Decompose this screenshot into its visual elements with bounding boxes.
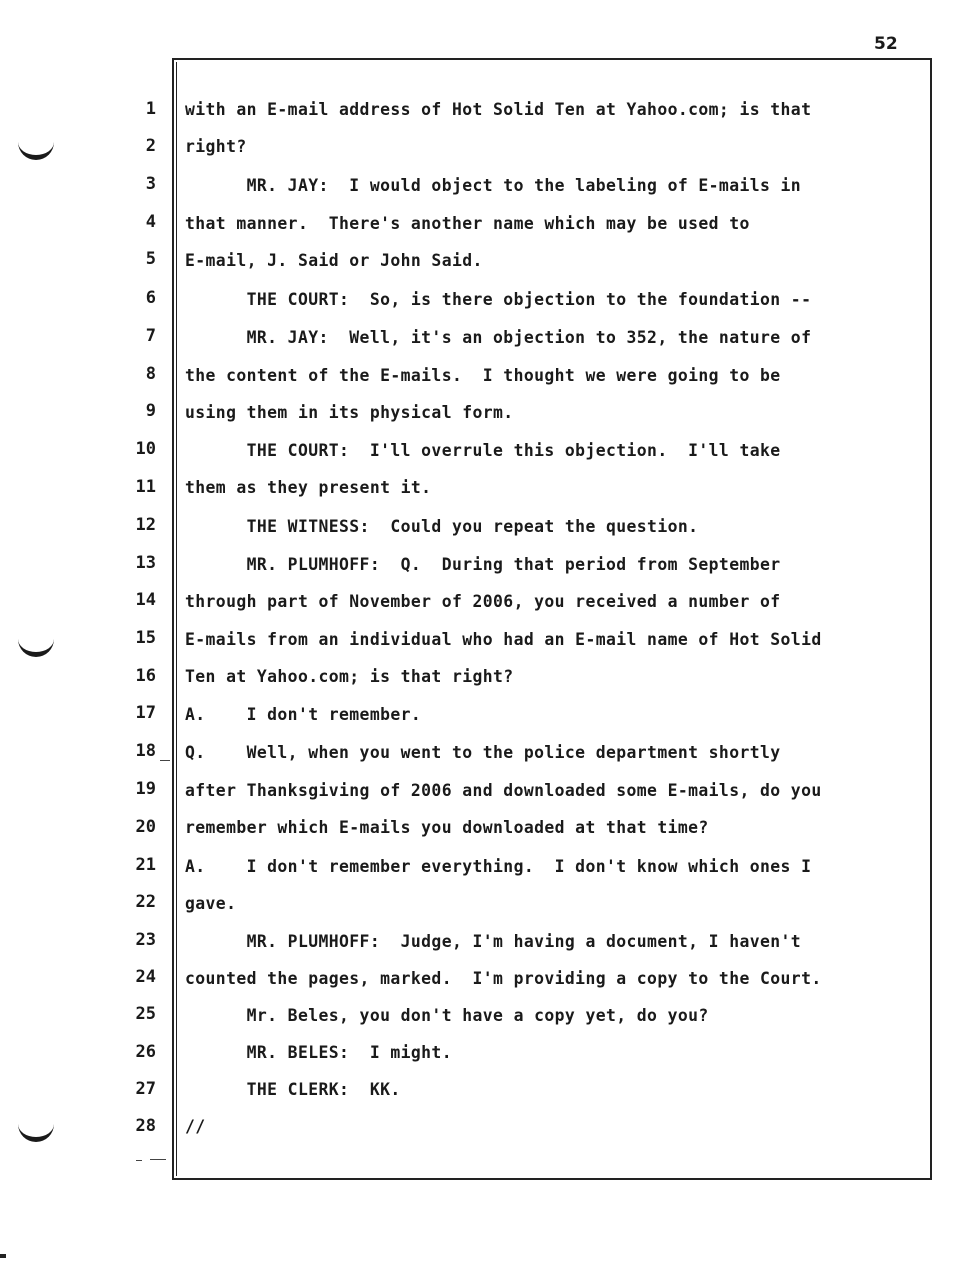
line-number: 16 [135, 666, 156, 686]
transcript-line: after Thanksgiving of 2006 and downloaded some E-mails, do you [185, 781, 822, 800]
transcript-line: // [185, 1117, 206, 1136]
transcript-line: using them in its physical form. [185, 403, 514, 422]
line-number: 21 [135, 855, 156, 875]
line-number: 17 [135, 703, 156, 723]
line-number: 27 [135, 1079, 156, 1099]
transcript-line: counted the pages, marked. I'm providing a copy to the Court. [185, 969, 822, 988]
line-number: 11 [135, 477, 156, 497]
line-number: 19 [135, 779, 156, 799]
line-number: 2 [145, 136, 156, 156]
transcript-line: right? [185, 137, 247, 156]
transcript-line: remember which E-mails you downloaded at that time? [185, 818, 709, 837]
margin-tick-mark [150, 1159, 166, 1160]
line-number: 8 [145, 364, 156, 384]
line-number: 9 [145, 401, 156, 421]
line-number: 18 [135, 741, 156, 761]
transcript-line: A. I don't remember. [185, 705, 422, 724]
line-number: 15 [135, 628, 156, 648]
transcript-line: gave. [185, 894, 237, 913]
transcript-line: THE CLERK: KK. [185, 1080, 401, 1099]
line-number: 22 [135, 892, 156, 912]
corner-mark [0, 1254, 6, 1258]
line-number-margin-rule [176, 62, 177, 1176]
line-number: 14 [135, 590, 156, 610]
line-number: 26 [135, 1042, 156, 1062]
transcript-line: them as they present it. [185, 478, 432, 497]
margin-tick-mark [160, 760, 170, 761]
line-number: 24 [135, 967, 156, 987]
binder-hole-middle [18, 637, 54, 657]
transcript-line: with an E-mail address of Hot Solid Ten at Yahoo.com; is that [185, 100, 812, 119]
line-number: 23 [135, 930, 156, 950]
transcript-line: MR. JAY: Well, it's an objection to 352, the nature of [185, 328, 812, 347]
transcript-line: MR. BELES: I might. [185, 1043, 452, 1062]
transcript-line: MR. PLUMHOFF: Q. During that period from September [185, 555, 781, 574]
margin-tick-mark [136, 1160, 142, 1161]
line-number: 12 [135, 515, 156, 535]
transcript-line: THE COURT: I'll overrule this objection. I'll take [185, 441, 781, 460]
line-number: 7 [145, 326, 156, 346]
transcript-line: MR. PLUMHOFF: Judge, I'm having a document, I haven't [185, 932, 802, 951]
page-number: 52 [874, 34, 898, 54]
line-number: 4 [145, 212, 156, 232]
transcript-line: that manner. There's another name which may be used to [185, 214, 750, 233]
line-number: 6 [145, 288, 156, 308]
transcript-line: E-mail, J. Said or John Said. [185, 251, 483, 270]
line-number: 20 [135, 817, 156, 837]
line-number: 3 [145, 174, 156, 194]
transcript-line: A. I don't remember everything. I don't know which ones I [185, 857, 812, 876]
transcript-line: the content of the E-mails. I thought we were going to be [185, 366, 781, 385]
line-number: 28 [135, 1116, 156, 1136]
transcript-line: Q. Well, when you went to the police department shortly [185, 743, 781, 762]
transcript-line: Mr. Beles, you don't have a copy yet, do you? [185, 1006, 709, 1025]
transcript-line: E-mails from an individual who had an E-mail name of Hot Solid [185, 630, 822, 649]
binder-hole-bottom [18, 1122, 54, 1142]
transcript-line: MR. JAY: I would object to the labeling of E-mails in [185, 176, 802, 195]
transcript-line: through part of November of 2006, you received a number of [185, 592, 781, 611]
line-number: 1 [145, 99, 156, 119]
transcript-line: THE COURT: So, is there objection to the foundation -- [185, 290, 812, 309]
line-number: 25 [135, 1004, 156, 1024]
transcript-line: Ten at Yahoo.com; is that right? [185, 667, 514, 686]
line-number: 13 [135, 553, 156, 573]
line-number: 10 [135, 439, 156, 459]
transcript-line: THE WITNESS: Could you repeat the question. [185, 517, 699, 536]
binder-hole-top [18, 140, 54, 160]
line-number: 5 [145, 249, 156, 269]
